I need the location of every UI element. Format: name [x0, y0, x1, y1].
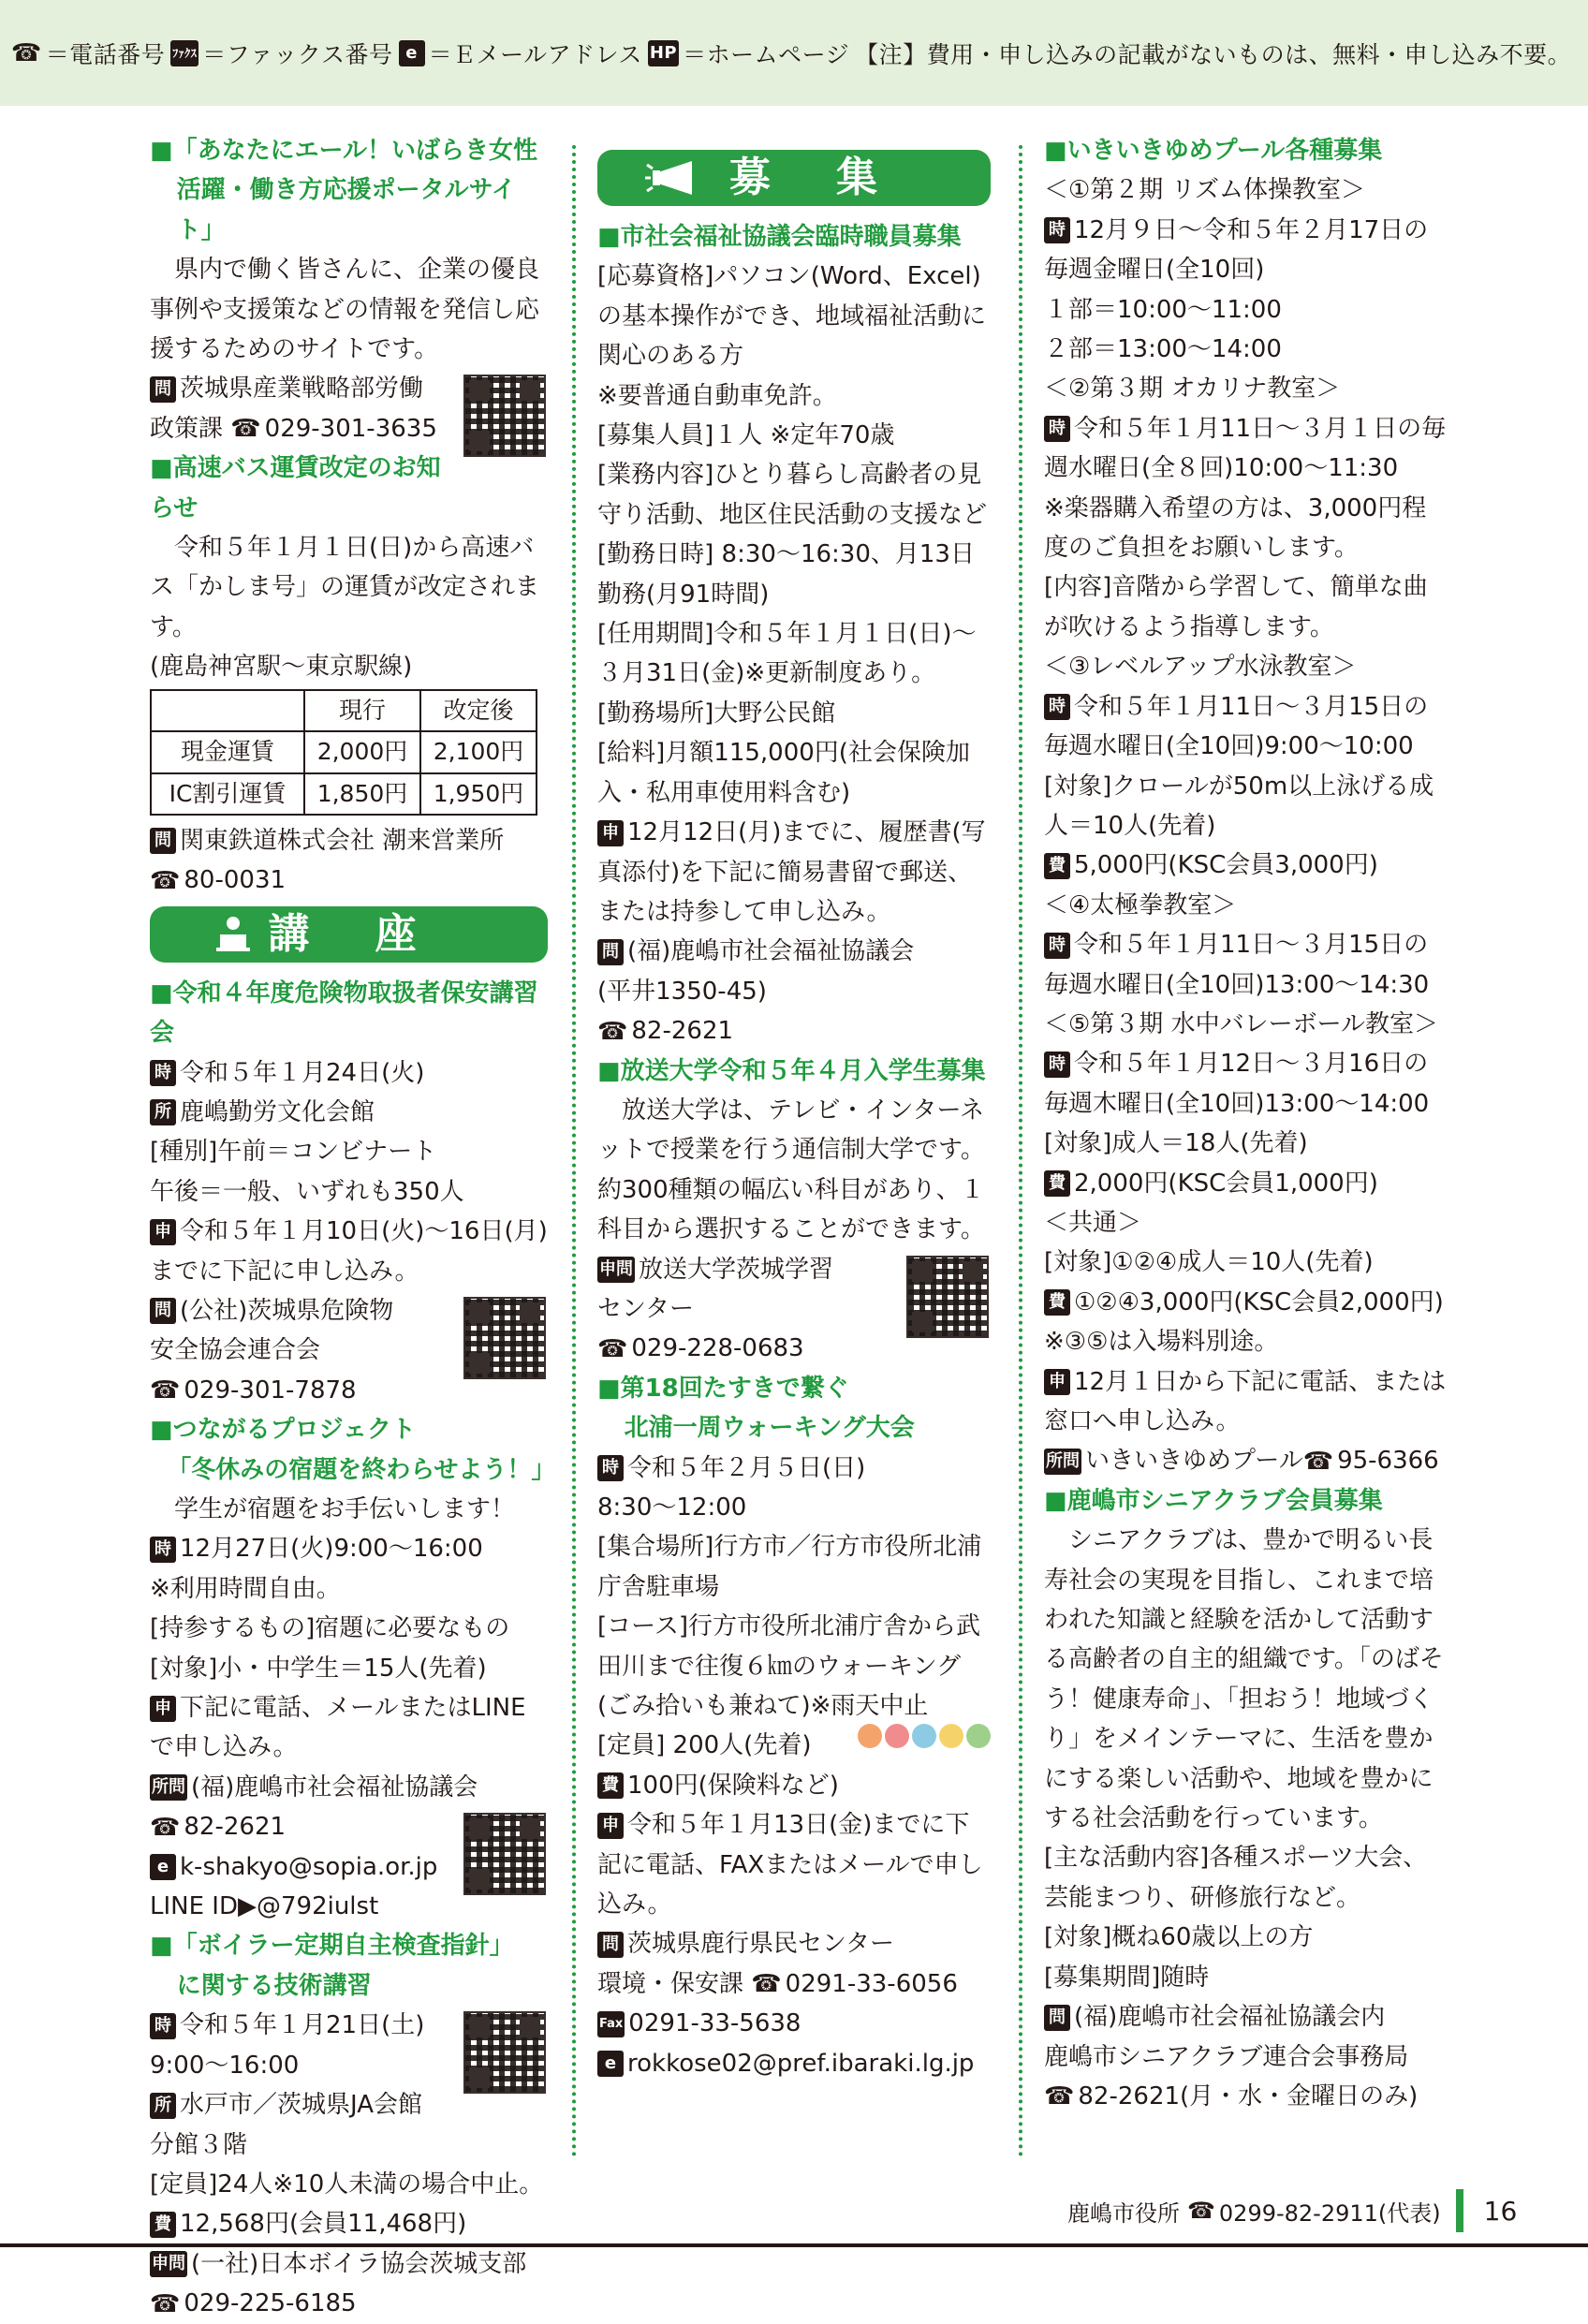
apply-icon: 申 — [597, 820, 624, 846]
contact — [597, 2044, 991, 2083]
phone-number: 0291-33-6056 — [785, 1969, 958, 1998]
article-body: [業務内容]ひとり暮らし高齢者の見守り活動、地区住民活動の支援など — [597, 461, 988, 529]
column-right — [1044, 131, 1447, 2116]
section-banner-course — [150, 906, 548, 963]
phone-icon: ☎ — [1187, 2198, 1215, 2224]
article-body: シニアクラブは、豊かで明るい長寿社会の実現を目指し、これまで培われた知識と経験を活かして活動する高齢者の自主的組織です。「のばそう！健康寿命」、「担おう！地域づくり」をメインテーマに、生活を豊かにする楽しい活動や、地域を豊かにする社会活動を行っています。 — [1044, 1526, 1444, 1833]
article-title: 「冬休みの宿題を終わらせよう！」 — [167, 1455, 556, 1484]
event-date: 8:30～12:00 — [597, 1493, 747, 1522]
contact: 鹿嶋市シニアクラブ連合会事務局 — [1044, 2042, 1409, 2071]
apply: 申 12月12日(月)までに、履歴書(写真添付)を下記に簡易書留で郵送、または持参して申し込み。 — [597, 818, 986, 926]
mail-icon: e — [597, 2051, 624, 2077]
section-title: 講座 — [268, 909, 482, 958]
legend-tel: ＝電話番号 — [45, 40, 166, 68]
article-body: [募集期間]随時 — [1044, 1963, 1210, 1992]
homepage-icon: HP — [648, 40, 679, 66]
article-body: [対象]①②④成人＝10人(先着) — [1044, 1248, 1374, 1277]
article-body: ２部＝13:00～14:00 — [1044, 335, 1282, 364]
legend-bar — [0, 0, 1588, 106]
podium-icon — [216, 916, 250, 953]
article-body: [勤務場所]大野公民館 — [597, 699, 836, 728]
fee: 費 100円(保険料など) — [597, 1766, 991, 1805]
article-body: 放送大学は、テレビ・インターネットで授業を行う通信制大学です。約300種類の幅広い科目があり、１科目から選択することができます。 — [597, 1096, 985, 1244]
fee: 費 ①②④3,000円(KSC会員2,000円) — [1044, 1283, 1447, 1322]
fee-icon: 費 — [1044, 1170, 1070, 1197]
table-header — [151, 690, 304, 731]
event-date: 時 12月27日(火)9:00～16:00 — [150, 1529, 548, 1568]
fee-icon: 費 — [1044, 853, 1070, 879]
column-divider — [572, 145, 576, 2158]
contact: 所問 (福)鹿嶋市社会福祉協議会 — [152, 1772, 478, 1802]
column-middle — [597, 131, 991, 2083]
article-body: [内容]音階から学習して、簡単な曲が吹けるよう指導します。 — [1044, 573, 1428, 641]
time-icon: 時 — [1044, 694, 1070, 720]
fare-table — [150, 689, 537, 816]
legend-mail: ＝Ｅメールアドレス — [428, 40, 642, 68]
phone-number: 029-225-6185 — [184, 2289, 357, 2318]
article-body: [集合場所]行方市／行方市役所北浦庁舎駐車場 — [597, 1533, 982, 1601]
phone-icon: ☎ — [751, 1970, 782, 1999]
event-date: 時 令和５年１月11日～３月１日の毎週水曜日(全８回)10:00～11:30 — [1044, 414, 1447, 483]
contact: 問 茨城県産業戦略部労働 — [150, 369, 548, 408]
time-icon: 時 — [1044, 1052, 1070, 1078]
contact: 問 (公社)茨城県危険物 — [150, 1291, 548, 1331]
phone-number: 80-0031 — [184, 866, 287, 895]
table-cell: 現金運賃 — [151, 731, 304, 772]
section-title: 募集 — [729, 153, 943, 201]
article-body: ※要普通自動車免許。 — [597, 381, 837, 410]
contact — [150, 2284, 548, 2323]
contact — [150, 860, 548, 900]
phone-icon: ☎ — [1302, 1447, 1334, 1476]
article-body: [対象]成人＝18人(先着) — [1044, 1129, 1308, 1158]
table-row — [151, 773, 537, 815]
article-body: [対象]クロールが50m以上泳げる成人＝10人(先着) — [1044, 772, 1434, 840]
contact — [597, 1011, 991, 1051]
table-cell: 2,100円 — [420, 731, 537, 772]
table-header: 改定後 — [420, 690, 537, 731]
fee-icon: 費 — [1044, 1289, 1070, 1316]
article-body: １部＝10:00～11:00 — [1044, 295, 1282, 324]
contact: 環境・保安課 ☎ 0291-33-6056 — [597, 1969, 958, 1999]
column-divider — [1019, 145, 1022, 2158]
apply: 申 下記に電話、メールまたはLINEで申し込み。 — [150, 1694, 526, 1762]
phone-icon: ☎ — [150, 2289, 181, 2318]
contact: 申問 放送大学茨城学習 — [599, 1255, 834, 1284]
bottom-rule — [0, 2243, 1588, 2247]
line-id: LINE ID▶@792iulst — [150, 1892, 379, 1921]
inquiry-icon: 問 — [597, 1932, 624, 1958]
article-body: [任用期間]令和５年１月１日(日)～３月31日(金)※更新制度あり。 — [597, 620, 977, 688]
article-title: ■つながるプロジェクト — [150, 1416, 417, 1445]
event-date: 時 令和５年１月11日～３月15日の毎週水曜日(全10回)13:00～14:30 — [1044, 931, 1430, 999]
event-place: 所 鹿嶋勤労文化会館 — [150, 1093, 548, 1132]
place-icon: 所 — [150, 2093, 176, 2119]
footer-office: 鹿嶋市役所 — [1067, 2199, 1180, 2227]
fax-icon: Fax — [597, 2011, 625, 2037]
phone-icon: ☎ — [150, 1813, 181, 1842]
contact — [1044, 2077, 1447, 2116]
time-icon: 時 — [150, 2013, 176, 2039]
article-body: ※③⑤は入場料別途。 — [1044, 1328, 1279, 1357]
article-title: ■「ボイラー定期自主検査指針」 — [150, 1932, 514, 1961]
legend-hp: ＝ホームページ — [683, 40, 850, 68]
section-banner-recruit — [597, 150, 991, 206]
column-left — [150, 131, 556, 2324]
apply-inquiry-icon: 申問 — [150, 2251, 187, 2277]
page-footer — [1067, 2189, 1517, 2232]
article-body: [応募資格]パソコン(Word、Excel)の基本操作ができ、地域福祉活動に関心のある方 — [597, 262, 986, 371]
legend-note: 【注】費用・申し込みの記載がないものは、無料・申し込み不要。 — [855, 40, 1572, 68]
email-link[interactable]: k-shakyo@sopia.or.jp — [180, 1852, 438, 1881]
time-icon: 時 — [1044, 416, 1070, 442]
article-body: ※利用時間自由。 — [150, 1574, 341, 1603]
event-date: 時 令和５年１月12日～３月16日の毎週木曜日(全10回)13:00～14:00 — [1044, 1050, 1430, 1118]
phone-number: 029-228-0683 — [631, 1334, 804, 1363]
time-icon: 時 — [150, 1060, 176, 1086]
article-body: [定員]24人※10人未満の場合中止。 — [150, 2170, 544, 2199]
article-body: [定員] 200人(先着) — [597, 1726, 991, 1765]
fax-number: 0291-33-5638 — [628, 2009, 801, 2038]
phone-number: 029-301-7878 — [184, 1375, 357, 1405]
phone-icon: ☎ — [1044, 2082, 1075, 2111]
phone-icon: ☎ — [230, 415, 261, 444]
footer-tel: 0299-82-2911(代表) — [1218, 2199, 1441, 2227]
time-icon: 時 — [150, 1537, 176, 1563]
contact: センター — [597, 1294, 694, 1323]
contact: 所問 いきいきゆめプール☎ 95-6366 — [1046, 1447, 1439, 1476]
article-body: [種別]午前＝コンビナート — [150, 1138, 437, 1167]
article-title: 活躍・働き方応援ポータルサイト」 — [176, 176, 516, 244]
phone-icon: ☎ — [10, 38, 42, 67]
apply-inquiry-icon: 申問 — [597, 1257, 635, 1283]
article-body: 午後＝一般、いずれも350人 — [150, 1177, 464, 1206]
fee-icon: 費 — [150, 2212, 176, 2238]
table-cell: 1,850円 — [304, 773, 420, 815]
mail-icon: e — [150, 1854, 176, 1880]
article-body: [持参するもの]宿題に必要なもの — [150, 1614, 510, 1643]
contact: 問 茨城県鹿行県民センター — [597, 1924, 991, 1964]
email-link[interactable]: rokkose02@pref.ibaraki.lg.jp — [627, 2049, 975, 2078]
phone-icon: ☎ — [597, 1017, 628, 1046]
contact — [597, 2004, 991, 2043]
qr-code[interactable] — [463, 375, 546, 457]
article-body: 令和５年１月１日(日)から高速バス「かしま号」の運賃が改定されます。 — [150, 534, 540, 641]
subheading: ＜③レベルアップ水泳教室＞ — [1044, 653, 1357, 682]
subheading: ＜共通＞ — [1044, 1208, 1142, 1237]
article-title: ■第18回たすきで繋ぐ — [597, 1374, 849, 1403]
time-icon: 時 — [1044, 217, 1070, 243]
apply: 申 12月１日から下記に電話、または窓口へ申し込み。 — [1044, 1367, 1447, 1435]
table-row — [151, 690, 537, 731]
page-number: 16 — [1456, 2189, 1518, 2232]
article-body: [募集人員]１人 ※定年70歳 — [597, 421, 895, 450]
event-place: 所 水戸市／茨城県JA会館 分館３階 — [150, 2091, 422, 2159]
mail-icon: e — [399, 40, 425, 66]
inquiry-icon: 問 — [150, 1298, 176, 1324]
apply-icon: 申 — [150, 1219, 176, 1245]
article-title: ■鹿嶋市シニアクラブ会員募集 — [1044, 1486, 1383, 1515]
event-date: 時 令和５年１月24日(火) — [150, 1053, 548, 1093]
article-title: に関する技術講習 — [176, 1971, 372, 2000]
article-body: [勤務日時] 8:30～16:30、月13日勤務(月91時間) — [597, 540, 975, 609]
contact: 安全協会連合会 — [150, 1336, 321, 1365]
event-date: 時 令和５年１月21日(土) — [150, 2006, 548, 2045]
phone-icon: ☎ — [150, 1376, 181, 1405]
place-inquiry-icon: 所問 — [150, 1774, 187, 1801]
time-icon: 時 — [1044, 933, 1070, 959]
apply-icon: 申 — [597, 1813, 624, 1839]
phone-number: 95-6366 — [1337, 1447, 1439, 1476]
table-header: 現行 — [304, 690, 420, 731]
table-cell: 1,950円 — [420, 773, 537, 815]
fee-icon: 費 — [597, 1772, 624, 1799]
article-title: 北浦一周ウォーキング大会 — [624, 1414, 915, 1443]
inquiry-icon: 問 — [1044, 2005, 1070, 2031]
phone-number: 029-301-3635 — [264, 414, 437, 443]
article-title: ■放送大学令和５年４月入学生募集 — [597, 1056, 986, 1085]
phone-icon: ☎ — [597, 1334, 628, 1363]
contact: 問 (福)鹿嶋市社会福祉協議会 — [597, 932, 991, 971]
apply-icon: 申 — [150, 1696, 176, 1722]
megaphone-icon — [645, 157, 711, 199]
phone-number: 82-2621 — [631, 1017, 734, 1046]
legend-fax: ＝ファックス番号 — [202, 40, 393, 68]
inquiry-icon: 問 — [150, 376, 176, 403]
contact: 問 関東鉄道株式会社 潮来営業所 — [150, 821, 548, 860]
phone-icon: ☎ — [150, 866, 181, 895]
time-icon: 時 — [597, 1455, 624, 1481]
event-date: 時 令和５年２月５日(日) — [597, 1449, 991, 1488]
subheading: ＜⑤第３期 水中バレーボール教室＞ — [1044, 1009, 1439, 1038]
article-title: ■いきいきゆめプール各種募集 — [1044, 137, 1383, 165]
article-body: [対象]概ね60歳以上の方 — [1044, 1923, 1314, 1952]
event-date: 9:00～16:00 — [150, 2051, 300, 2080]
article-title: ■令和４年度危険物取扱者保安講習会 — [150, 978, 538, 1048]
article-title: ■「あなたにエール！いばらき女性 — [150, 137, 538, 165]
article-body: (鹿島神宮駅～東京駅線) — [150, 653, 413, 682]
article-body: 学生が宿題をお手伝いします！ — [174, 1495, 516, 1523]
article-title: ■市社会福祉協議会臨時職員募集 — [597, 223, 962, 251]
qr-code[interactable] — [463, 1813, 546, 1895]
article-body: 県内で働く皆さんに、企業の優良事例や支援策などの情報を発信し応援するためのサイトです。 — [150, 256, 540, 364]
phone-number: 82-2621(月・水・金曜日のみ) — [1078, 2081, 1419, 2111]
apply-icon: 申 — [1044, 1369, 1070, 1395]
fee: 費 2,000円(KSC会員1,000円) — [1044, 1164, 1447, 1203]
article-body: [主な活動内容]各種スポーツ大会、芸能まつり、研修旅行など。 — [1044, 1844, 1428, 1912]
qr-code[interactable] — [906, 1256, 989, 1338]
article-body: ※楽器購入希望の方は、3,000円程度のご負担をお願いします。 — [1044, 493, 1427, 563]
table-cell: 2,000円 — [304, 731, 420, 772]
fax-icon: ﾌｧｸｽ — [170, 40, 198, 66]
place-inquiry-icon: 所問 — [1044, 1449, 1081, 1475]
event-date: 時 令和５年１月11日～３月15日の毎週水曜日(全10回)9:00～10:00 — [1044, 692, 1429, 761]
subheading: ＜④太極拳教室＞ — [1044, 890, 1237, 919]
event-date: 時 12月９日～令和５年２月17日の毎週金曜日(全10回) — [1044, 215, 1429, 285]
apply: 申 令和５年１月10日(火)～16日(月)までに下記に申し込み。 — [150, 1217, 548, 1286]
article-body: [給料]月額115,000円(社会保険加入・私用車使用料含む) — [597, 739, 970, 807]
article-title: ■高速バス運賃改定のお知らせ — [150, 454, 441, 522]
table-cell: IC割引運賃 — [151, 773, 304, 815]
fee: 費 5,000円(KSC会員3,000円) — [1044, 846, 1447, 885]
article-body: [コース]行方市役所北浦庁舎から武田川まで往復６㎞のウォーキング(ごみ拾いも兼ねて)※雨天中止 — [597, 1612, 980, 1721]
place-icon: 所 — [150, 1099, 176, 1125]
table-row — [151, 731, 537, 772]
qr-code[interactable] — [463, 2011, 546, 2094]
contact: 申問 (一社)日本ボイラ協会茨城支部 — [152, 2249, 527, 2278]
fee: 費 12,568円(会員11,468円) — [150, 2204, 548, 2243]
contact: (平井1350-45) — [597, 977, 767, 1006]
contact: 問 (福)鹿嶋市社会福祉協議会内 — [1044, 1997, 1447, 2037]
inquiry-icon: 問 — [150, 828, 176, 854]
subheading: ＜①第２期 リズム体操教室＞ — [1044, 176, 1366, 205]
apply: 申 令和５年１月13日(金)までに下記に電話、FAXまたはメールで申し込み。 — [597, 1811, 983, 1920]
article-body: [対象]小・中学生＝15人(先着) — [150, 1654, 487, 1683]
people-illustration-icon — [855, 1724, 991, 1748]
inquiry-icon: 問 — [597, 939, 624, 965]
phone-number: 82-2621 — [184, 1813, 287, 1842]
qr-code[interactable] — [463, 1297, 546, 1379]
subheading: ＜②第３期 オカリナ教室＞ — [1044, 375, 1341, 404]
contact: 政策課 ☎ 029-301-3635 — [150, 414, 437, 444]
